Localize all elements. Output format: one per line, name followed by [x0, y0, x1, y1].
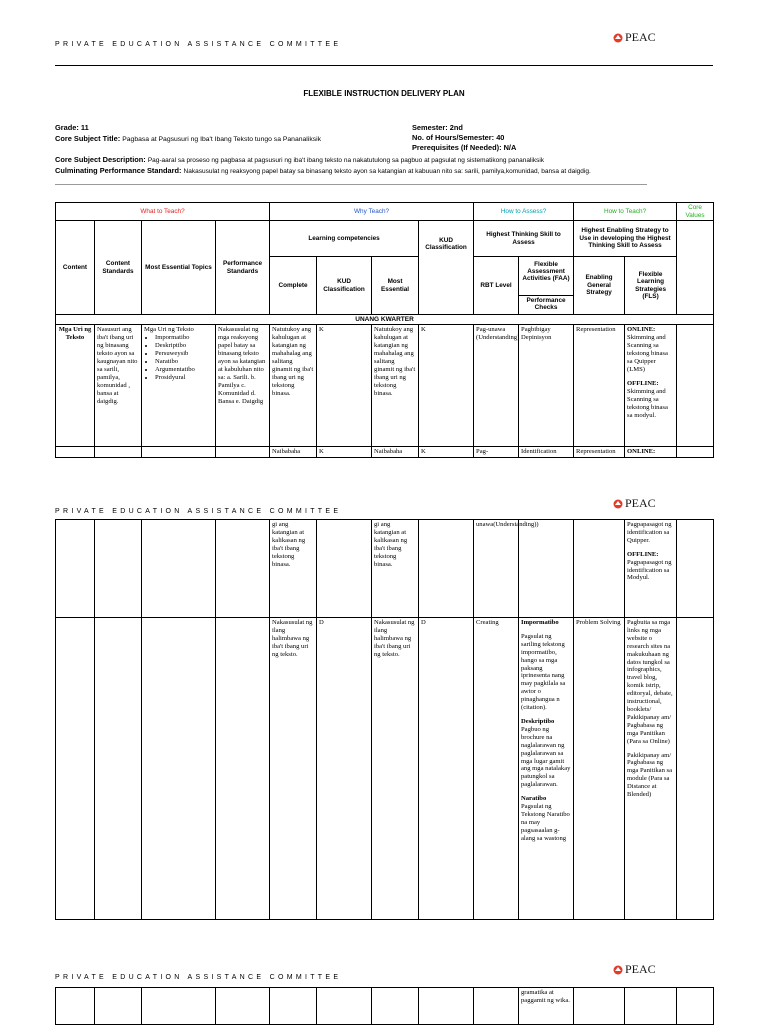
core-values-cell [677, 221, 714, 315]
kud-classification-header-2: KUD Classification [419, 221, 474, 315]
fls-offline-label: OFFLINE: [627, 379, 659, 387]
fls-online-label: ONLINE: [627, 326, 656, 334]
faa-heading-naratibo: Naratibo [521, 795, 547, 803]
row2-rbt-start: Pag- [474, 447, 519, 458]
topic-item: • Naratibo [155, 358, 213, 366]
row1-kud1: K [317, 325, 372, 447]
row3-faa [519, 618, 574, 920]
logo-text: PEAC [625, 496, 656, 510]
faa-heading-impormatibo: Impormatibo [521, 619, 559, 626]
desc-label: Core Subject Description: [55, 155, 146, 164]
header-org: PRIVATE EDUCATION ASSISTANCE COMMITTEE [55, 41, 342, 48]
row2-most-essential: gi ang katangian at kalikasan ng iba't ibang tekstong binasa. [372, 520, 419, 618]
row1-topics [142, 325, 216, 447]
row2-fls [625, 520, 677, 618]
culminating-standard: Nakasusulat ng reaksyong papel batay sa binasang teksto ayon sa katangian at kabuuan nito sa: sarili, pamilya,komunidad, bansa at daigdig. [183, 168, 591, 175]
row3-rbt: Creating [474, 618, 519, 920]
row2-faa: Identification [519, 447, 574, 458]
subject-title-label: Core Subject Title: [55, 134, 121, 143]
faa-heading-deskriptibo: Deskriptibo [521, 717, 555, 725]
row3-most-essential: Nakasusulat ng ilang halimbawa ng iba't ibang uri ng teksto. [372, 618, 419, 920]
fls-text-1: Pagbuita sa mga links ng mga website o research sites na makukuhaan ng datos tungkol sa infographics, travel blog, komik istrip, editoryal, debate, instructional, booklets/ [627, 619, 673, 713]
subject-title: Pagbasa at Pagsusuri ng Iba't Ibang Teksto tungo sa Pananaliksik [122, 136, 322, 143]
header-rule [55, 65, 713, 66]
row3-enabling: Problem Solving [574, 618, 625, 920]
semester: Semester: 2nd [412, 123, 463, 132]
row2-fls-online-label: ONLINE: [625, 447, 677, 458]
fls-online: Skimming and Scanning sa tekstong binasa sa Quipper (LMS) [627, 334, 668, 373]
fidp-table [55, 202, 714, 458]
row2-most-start: Naibabaha [372, 447, 419, 458]
why-teach-header: Why Teach? [270, 203, 474, 221]
topic-item: • Persuweysib [155, 350, 213, 358]
most-essential-header: Most Essential [372, 257, 419, 315]
cps-label: Culminating Performance Standard: [55, 166, 182, 175]
row1-performance-standard: Nakasusulat ng mga reaksyong papel batay sa binasang teksto ayon sa katangian at kabuluhan nito sa: a. Sarili. b. Pamilya c. Komunidad d. Bansa e. Daigdig [216, 325, 270, 447]
header-logo [613, 30, 656, 45]
rbt-level-header: RBT Level [474, 257, 519, 315]
faa-text-naratibo: Pagsulat ng Tekstong Naratibo na may pagsasaalan g-alang sa wastong [521, 803, 570, 842]
fls-online: Pagpapasagot ng identification sa Quipper. [627, 521, 672, 544]
row1-enabling: Representation [574, 325, 625, 447]
fls-offline: Pagpapasagot ng identification sa Modyul. [627, 558, 672, 582]
header-logo-page3 [613, 962, 656, 977]
hours: No. of Hours/Semester: 40 [412, 133, 505, 142]
essential-topics-header: Most Essential Topics [142, 221, 216, 315]
page-title: FLEXIBLE INSTRUCTION DELIVERY PLAN [303, 89, 465, 98]
faa-label: Flexible Assessment Activities (FAA) [522, 260, 570, 283]
header-org-page3: PRIVATE EDUCATION ASSISTANCE COMMITTEE [55, 974, 342, 981]
row3-kud1: D [317, 618, 372, 920]
performance-standards-header: Performance Standards [216, 221, 270, 315]
row1-rbt: Pag-unawa (Understanding) [474, 325, 519, 447]
logo-text: PEAC [625, 30, 656, 44]
fls-text-3: Pakikipanay am/ Pagbabasa ng mga Panitikan sa module (Para sa Distance at Blended) [627, 751, 673, 799]
fls-header: Flexible Learning Strategies (FLS) [625, 257, 677, 315]
fls-offline-label: OFFLINE: [627, 550, 659, 558]
enabling-strategy-header: Enabling General Strategy [574, 257, 625, 315]
row1-fls [625, 325, 677, 447]
row2-complete-start: Naibabaha [270, 447, 317, 458]
what-to-teach-header: What to Teach? [56, 203, 270, 221]
peac-logo-icon [613, 965, 623, 975]
performance-checks-label: Performance Checks [519, 295, 573, 313]
how-teach-header: How to Teach? [574, 203, 677, 221]
kud-classification-header-1: KUD Classification [317, 257, 372, 315]
faa-text-impormatibo: Pagsulat ng sariling tekstong impormatibo, hango sa mga paksang iprinesenta nang may pagkilala sa awtor o pinaghangua n (citation). [521, 632, 566, 712]
core-values-header: Core Values [677, 203, 714, 221]
header-logo-page2 [613, 496, 656, 511]
topic-item: • Prosidyural [155, 374, 213, 382]
subject-description: Pag-aaral sa proseso ng pagbasa at pagsusuri ng iba't ibang teksto na nakatutulong sa pagbuo at pagsulat ng sistematikong pananaliksik [147, 157, 545, 164]
fidp-table-page3 [55, 987, 714, 1025]
row1-kud2: K [419, 325, 474, 447]
row1-topics-title: Mga Uri ng Teksto [144, 326, 194, 334]
peac-logo-icon [613, 499, 623, 509]
row3-fls [625, 618, 677, 920]
row1-most-essential: Natutukoy ang kahulugan at katangian ng mahahalag ang salitang ginamit ng iba't ibang uri ng tekstong binasa. [372, 325, 419, 447]
faa-header [519, 257, 574, 315]
faa-text-deskriptibo: Pagbuo ng brochure na naglalarawan ng paglalarawan sa mga lugar gamit ang mga natalakay patungkol sa paglalarawan. [521, 725, 571, 789]
highest-enabling-header: Highest Enabling Strategy to Use in developing the Highest Thinking Skill to Assess [574, 221, 677, 257]
logo-text: PEAC [625, 962, 656, 976]
topic-item: • Argumentatibo [155, 366, 213, 374]
learning-competencies-header: Learning competencies [270, 221, 419, 257]
peac-logo-icon [613, 33, 623, 43]
row2-enabling: Representation [574, 447, 625, 458]
complete-header: Complete [270, 257, 317, 315]
culminating-standard-line [55, 166, 591, 175]
topic-item: • Impormatibo [155, 334, 213, 342]
subject-title-line [55, 134, 321, 143]
row3-faa-continued: gramatika at paggamit ng wika. [519, 988, 574, 1025]
content-standards-header: Content Standards [95, 221, 142, 315]
row1-content-standard: Nasusuri ang iba't ibang uri ng binasang teksto ayon sa kaugnayan nito sa sarili, pamilya, komunidad , bansa at daigdig. [95, 325, 142, 447]
highest-thinking-header: Highest Thinking Skill to Assess [474, 221, 574, 257]
content-header: Content [56, 221, 95, 315]
prerequisites: Prerequisites (If Needed): N/A [412, 143, 517, 152]
fls-text-2: Pakikipanay am/ Pagbabasa ng mga Panitikan (Para sa Online) [627, 713, 672, 745]
row2-complete: gi ang katangian at kalikasan ng iba't ibang tekstong binasa. [270, 520, 317, 618]
row1-content: Mga Uri ng Teksto [56, 325, 95, 447]
row2-rbt: unawa(Understanding)) [474, 520, 519, 618]
grade: Grade: 11 [55, 123, 89, 132]
row3-kud2: D [419, 618, 474, 920]
divider [55, 184, 647, 185]
how-assess-header: How to Assess? [474, 203, 574, 221]
fidp-table-page2 [55, 519, 714, 920]
row2-kud1: K [317, 447, 372, 458]
row2-kud2: K [419, 447, 474, 458]
header-org-page2: PRIVATE EDUCATION ASSISTANCE COMMITTEE [55, 508, 342, 515]
row1-topics-list [153, 334, 213, 381]
row3-complete: Nakasusulat ng ilang halimbawa ng iba't ibang uri ng teksto. [270, 618, 317, 920]
topic-item: • Deskriptibo [155, 342, 213, 350]
row1-faa: Pagbibigay Depinisyon [519, 325, 574, 447]
row1-complete: Natutukoy ang kahulugan at katangian ng mahahalag ang salitang ginamit ng iba't ibang uri ng tekstong binasa. [270, 325, 317, 447]
subject-description-line [55, 155, 544, 164]
quarter-label: UNANG KWARTER [56, 315, 714, 325]
fls-offline: Skimming and Scanning sa tekstong binasa sa modyul. [627, 387, 668, 419]
